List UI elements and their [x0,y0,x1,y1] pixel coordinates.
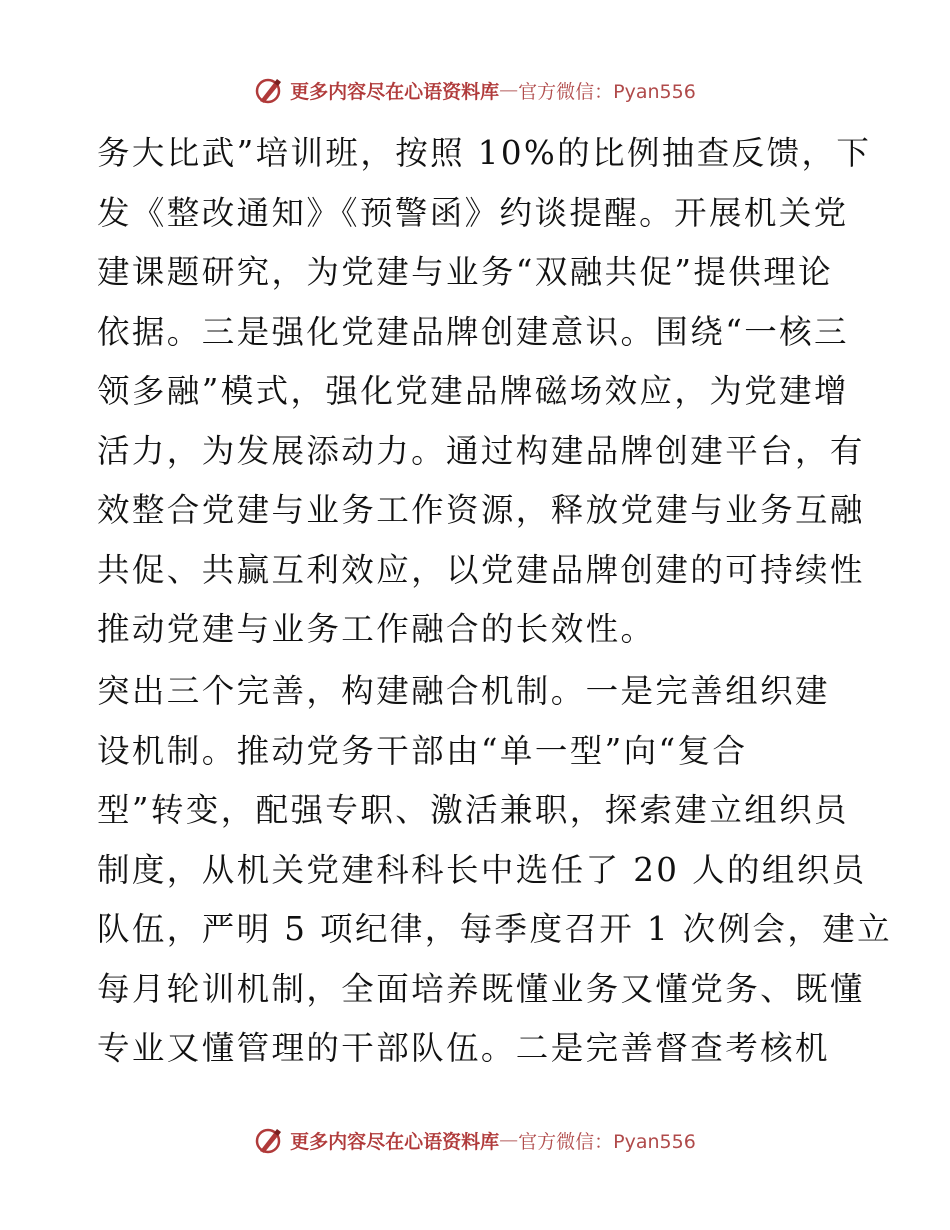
text-line: 活力，为发展添动力。通过构建品牌创建平台，有 [97,431,865,470]
text-line: 效整合党建与业务工作资源，释放党建与业务互融 [97,491,865,529]
pen-logo-icon [254,75,284,105]
text-line: 建课题研究，为党建与业务“双融共促”提供理论 [97,253,834,291]
text-line: 型”转变，配强专职、激活兼职，探索建立组织员 [97,791,849,829]
text-line: 每月轮训机制，全面培养既懂业务又懂党务、既懂 [97,969,865,1008]
text-line: 专业又懂管理的干部队伍。二是完善督查考核机 [97,1029,830,1067]
watermark-contact: 官方微信：Pyan556 [518,80,696,103]
text-line: 队伍，严明 5 项纪律，每季度召开 1 次例会，建立 [97,910,893,948]
text-line: 设机制。推动党务干部由“单一型”向“复合 [97,731,748,770]
pen-logo-icon [254,1125,284,1155]
watermark-separator: — [499,1129,519,1151]
header-watermark [0,70,950,110]
watermark-contact: 官方微信：Pyan556 [518,1130,696,1153]
text-line: 依据。三是强化党建品牌创建意识。围绕“一核三 [97,312,849,351]
footer-watermark [0,1120,950,1160]
text-line: 推动党建与业务工作融合的长效性。 [97,610,656,648]
watermark-brand: 更多内容尽在心语资料库 [290,1130,500,1153]
text-line: 发《整改通知》《预警函》约谈提醒。开展机关党 [97,193,849,232]
text-line: 务大比武”培训班，按照 10%的比例抽查反馈，下 [97,134,872,172]
paragraph-1 [97,124,872,660]
paragraph-2 [97,662,893,1079]
text-line: 突出三个完善，构建融合机制。一是完善组织建 [97,672,830,710]
text-line: 共促、共赢互利效应，以党建品牌创建的可持续性 [97,550,865,589]
watermark-brand: 更多内容尽在心语资料库 [290,80,500,103]
text-line: 领多融”模式，强化党建品牌磁场效应，为党建增 [97,372,849,410]
text-line: 制度，从机关党建科科长中选任了 20 人的组织员 [97,850,867,889]
watermark-separator: — [499,79,519,101]
